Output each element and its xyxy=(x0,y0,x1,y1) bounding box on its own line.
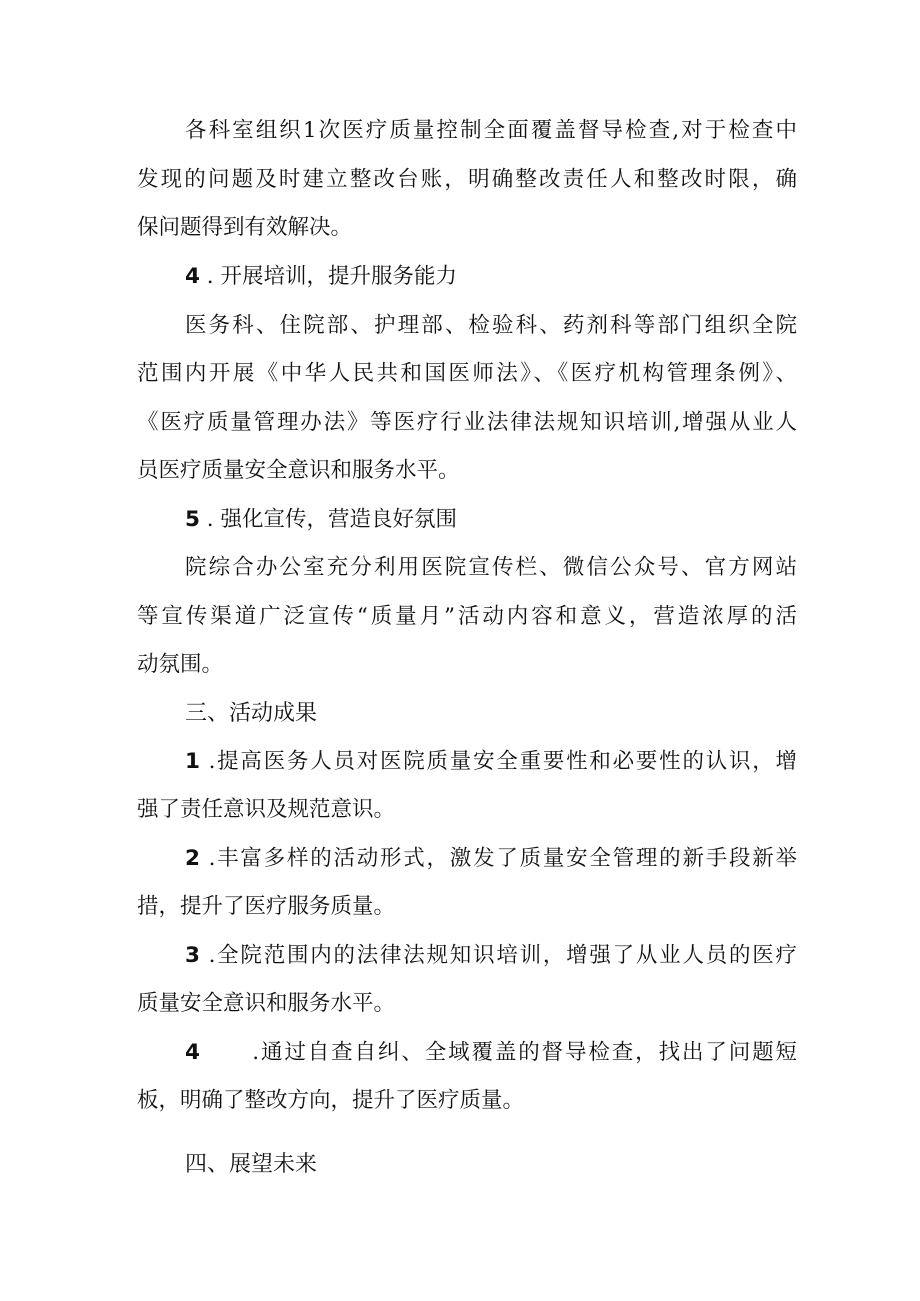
result2-text-1: .丰富多样的活动形式，激发了质量安全管理的新手段新举 xyxy=(199,846,797,871)
para1-line-3: 保问题得到有效解决。 xyxy=(137,215,353,240)
result2-line-1 xyxy=(185,844,797,874)
item5-heading xyxy=(185,505,457,535)
para1-line-1: 各科室组织1次医疗质量控制全面覆盖督导检查,对于检查中 xyxy=(185,118,797,143)
item5-number: 5 xyxy=(185,507,200,532)
item4-heading xyxy=(185,262,457,292)
result1-line-2: 强了责任意识及规范意识。 xyxy=(137,797,396,822)
para2-line-3: 《医疗质量管理办法》等医疗行业法律法规知识培训,增强从业人 xyxy=(137,410,797,435)
section3-heading: 三、活动成果 xyxy=(185,701,318,726)
para2-line-1: 医务科、住院部、护理部、检验科、药剂科等部门组织全院 xyxy=(185,313,797,338)
para1-line-2: 发现的问题及时建立整改台账，明确整改责任人和整改时限，确 xyxy=(137,167,797,192)
result3-line-1 xyxy=(185,941,797,971)
result2-number: 2 xyxy=(185,846,200,871)
result1-number: 1 xyxy=(185,749,200,774)
result2-line-2: 措，提升了医疗服务质量。 xyxy=(137,894,396,919)
result4-number: 4 xyxy=(185,1040,200,1065)
result1-text-1: .提高医务人员对医院质量安全重要性和必要性的认识，增 xyxy=(199,749,797,774)
result4-text-1: .通过自查自纠、全域覆盖的督导检查，找出了问题短 xyxy=(199,1040,797,1065)
result4-line-1 xyxy=(185,1038,797,1068)
para3-line-2: 等宣传渠道广泛宣传“质量月”活动内容和意义，营造浓厚的活 xyxy=(137,604,797,629)
item5-title: . 强化宣传，营造良好氛围 xyxy=(199,507,457,532)
para3-line-3: 动氛围。 xyxy=(137,652,224,677)
result3-text-1: .全院范围内的法律法规知识培训，增强了从业人员的医疗 xyxy=(199,943,797,968)
para3-line-1: 院综合办公室充分利用医院宣传栏、微信公众号、官方网站 xyxy=(185,555,797,580)
para2-line-2: 范围内开展《中华人民共和国医师法》、《医疗机构管理条例》、 xyxy=(137,361,797,386)
para2-line-4: 员医疗质量安全意识和服务水平。 xyxy=(137,458,460,483)
result4-line-2: 板，明确了整改方向，提升了医疗质量。 xyxy=(137,1088,525,1113)
result3-line-2: 质量安全意识和服务水平。 xyxy=(137,991,396,1016)
item4-title: . 开展培训，提升服务能力 xyxy=(199,264,457,289)
result1-line-1 xyxy=(185,747,797,777)
section4-heading: 四、展望未来 xyxy=(185,1152,318,1177)
item4-number: 4 xyxy=(185,264,200,289)
result3-number: 3 xyxy=(185,943,200,968)
